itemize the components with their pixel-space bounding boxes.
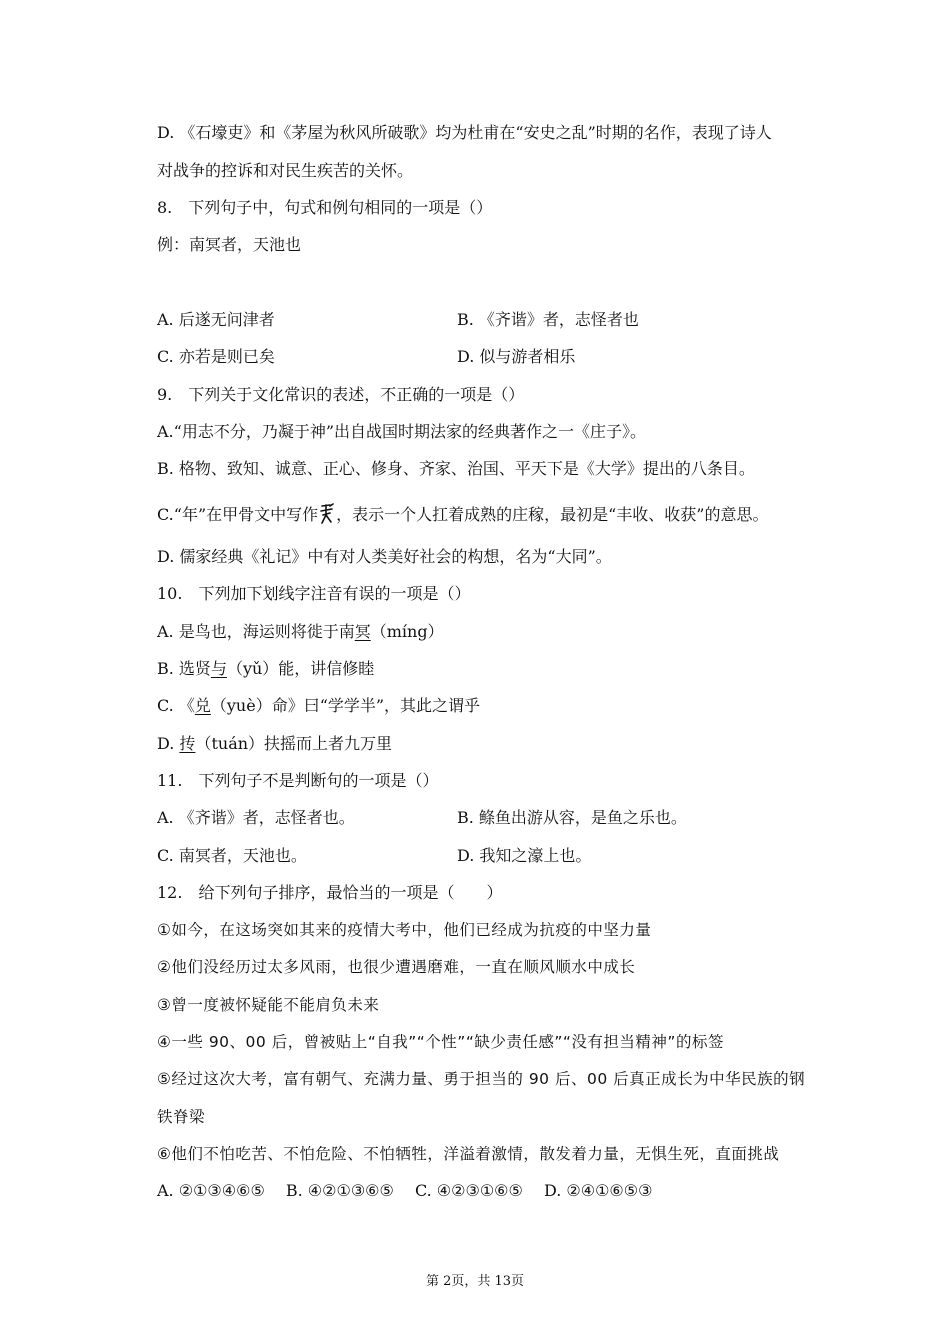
q10-option-b <box>157 658 374 680</box>
q8-option-c: C. 亦若是则已矣 <box>157 347 275 366</box>
q12-options: A. ②①③④⑥⑤ B. ④②①③⑥⑤ C. ④②③①⑥⑤ D. ②④①⑥⑤③ <box>157 1181 653 1200</box>
q12-sentence-4: ④一些 90、00 后，曾被贴上“自我”“个性”“缺少责任感”“没有担当精神”的标签 <box>157 1033 724 1051</box>
q9-option-c-after: ，表示一个人扛着成熟的庄稼，最初是“丰收、收获”的意思。 <box>336 505 769 524</box>
q11-option-b: B. 鲦鱼出游从容，是鱼之乐也。 <box>457 808 687 827</box>
q10-d-underlined-char: 抟 <box>179 734 196 753</box>
q10-b-text: B. 选贤 <box>157 659 211 678</box>
q12-sentence-5-line2: 铁脊梁 <box>157 1108 206 1126</box>
q10-c-pinyin: （yuè）命》曰“学学半”，其此之谓乎 <box>210 696 481 715</box>
q12-sentence-2: ②他们没经历过太多风雨，也很少遭遇磨难，一直在顺风顺水中成长 <box>157 958 636 976</box>
q7-option-d-line1: D. 《石壕吏》和《茅屋为秋风所破歌》均为杜甫在“安史之乱”时期的名作，表现了诗人 <box>157 123 772 142</box>
q11-stem: 11. 下列句子不是判断句的一项是（） <box>157 771 439 790</box>
q10-c-underlined-char: 兑 <box>194 696 211 715</box>
q10-a-pinyin: （míng） <box>370 622 444 641</box>
q9-option-c-before: C.“年”在甲骨文中写作 <box>157 505 319 524</box>
q10-a-underlined-char: 冥 <box>354 622 371 641</box>
q12-sentence-6: ⑥他们不怕吃苦、不怕危险、不怕牺牲，洋溢着激情，散发着力量，无惧生死，直面挑战 <box>157 1145 780 1163</box>
q9-option-c <box>157 503 769 526</box>
q11-option-c: C. 南冥者，天池也。 <box>157 846 307 865</box>
q12-sentence-1: ①如今，在这场突如其来的疫情大考中，他们已经成为抗疫的中坚力量 <box>157 921 652 939</box>
q10-b-pinyin: （yǔ）能，讲信修睦 <box>226 659 375 678</box>
q10-option-d <box>157 733 392 755</box>
q12-sentence-3: ③曾一度被怀疑能不能肩负未来 <box>157 996 380 1014</box>
q11-option-d: D. 我知之濠上也。 <box>457 846 592 865</box>
page-footer: 第 2页，共 13页 <box>425 1274 525 1289</box>
q10-d-text: D. <box>157 734 180 753</box>
q8-option-d: D. 似与游者相乐 <box>457 347 576 366</box>
q10-b-underlined-char: 与 <box>210 659 227 678</box>
q8-option-b: B. 《齐谐》者，志怪者也 <box>457 310 639 329</box>
q10-stem: 10. 下列加下划线字注音有误的一项是（） <box>157 584 471 603</box>
q8-stem: 8. 下列句子中，句式和例句相同的一项是（） <box>157 198 493 217</box>
q7-option-d-line2: 对战争的控诉和对民生疾苦的关怀。 <box>157 161 414 180</box>
oracle-bone-nian-glyph <box>318 503 336 525</box>
q8-option-a: A. 后遂无问津者 <box>157 310 275 329</box>
q9-stem: 9. 下列关于文化常识的表述，不正确的一项是（） <box>157 385 525 404</box>
q10-a-text: A. 是鸟也，海运则将徙于南 <box>157 622 355 641</box>
q9-option-b: B. 格物、致知、诚意、正心、修身、齐家、治国、平天下是《大学》提出的八条目。 <box>157 459 755 478</box>
q10-option-a <box>157 621 444 643</box>
q12-sentence-5-line1: ⑤经过这次大考，富有朝气、充满力量、勇于担当的 90 后、00 后真正成长为中华民族的钢 <box>157 1070 806 1088</box>
q10-option-c <box>157 695 480 717</box>
q9-option-d: D. 儒家经典《礼记》中有对人类美好社会的构想，名为“大同”。 <box>157 547 612 566</box>
q8-example: 例：南冥者，天池也 <box>157 235 302 254</box>
q10-d-pinyin: （tuán）扶摇而上者九万里 <box>195 734 393 753</box>
q11-option-a: A. 《齐谐》者，志怪者也。 <box>157 808 355 827</box>
q12-stem: 12. 给下列句子排序，最恰当的一项是（ ） <box>157 883 503 902</box>
q9-option-a: A.“用志不分，乃凝于神”出自战国时期法家的经典著作之一《庄子》。 <box>157 422 647 441</box>
q10-c-text: C. 《 <box>157 696 195 715</box>
